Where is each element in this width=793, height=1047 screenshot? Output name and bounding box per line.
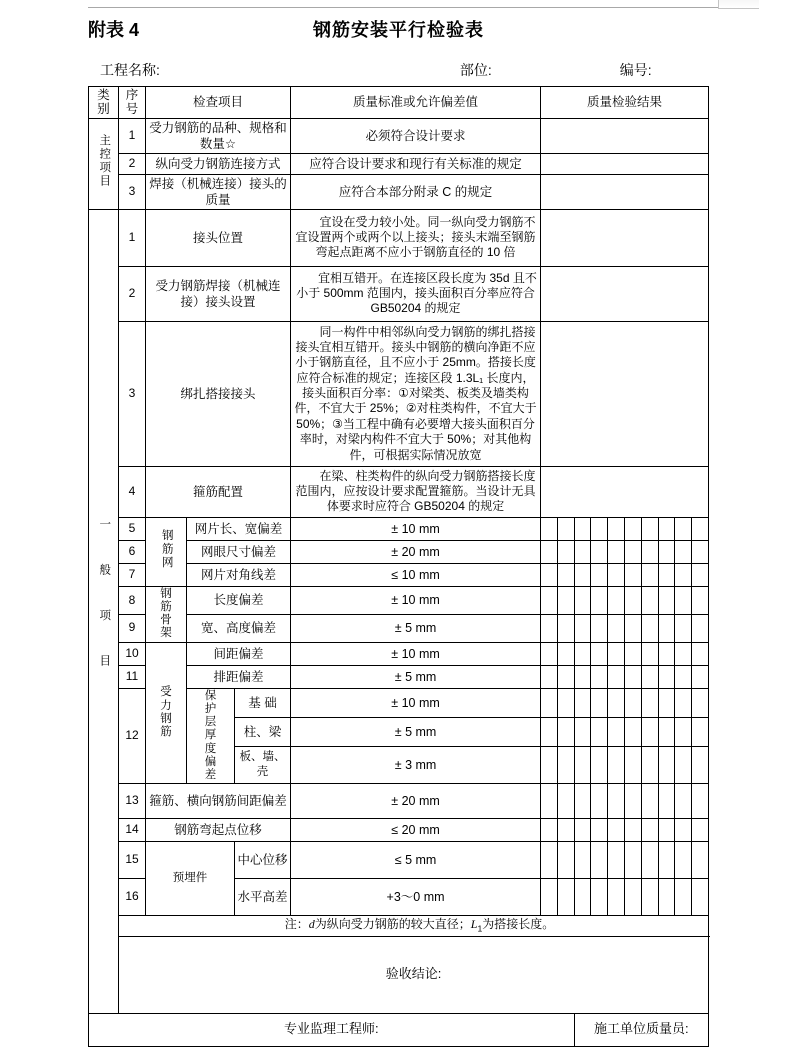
result-cell[interactable] bbox=[541, 842, 558, 879]
row-seq: 5 bbox=[119, 517, 146, 540]
result-cell[interactable] bbox=[541, 517, 558, 540]
result-cell[interactable] bbox=[591, 517, 608, 540]
note-var-l: L bbox=[470, 917, 478, 932]
result-cell[interactable] bbox=[692, 717, 709, 746]
row-spec: ≤ 20 mm bbox=[291, 819, 541, 842]
row-item: 纵向受力钢筋连接方式 bbox=[146, 153, 291, 174]
result-cell[interactable] bbox=[557, 665, 574, 688]
result-cell[interactable] bbox=[675, 540, 692, 563]
part-label: 部位: bbox=[459, 62, 492, 78]
result-field[interactable] bbox=[541, 118, 709, 153]
result-cell[interactable] bbox=[557, 842, 574, 879]
result-cell[interactable] bbox=[608, 819, 625, 842]
table-row bbox=[89, 784, 709, 819]
result-cell[interactable] bbox=[658, 665, 675, 688]
row-spec: 同一构件中相邻纵向受力钢筋的绑扎搭接接头宜相互错开。接头中钢筋的横向净距不应小于钢筋直径，且不应小于 25mm。搭接长度应符合标准的规定；连接区段 1.3L₁ 长度内，接头面积百分率：①对梁类、板类及墙类构件，不宜大于 25%；②对柱类构件，不宜大于 50%；③当工程中确有必要增大接头面积百分率时，对梁内构件不宜大于 50%；对其他构件，可根据实际情况放宽 bbox=[291, 321, 541, 466]
result-cell[interactable] bbox=[541, 819, 558, 842]
result-cell[interactable] bbox=[541, 540, 558, 563]
result-cell[interactable] bbox=[692, 784, 709, 819]
row-item: 钢筋弯起点位移 bbox=[146, 819, 291, 842]
page-corner-marker bbox=[718, 0, 759, 9]
table-note bbox=[119, 916, 709, 936]
row-item: 绑扎搭接接头 bbox=[146, 321, 291, 466]
table-row bbox=[89, 819, 709, 842]
result-cell[interactable] bbox=[692, 879, 709, 916]
result-cell[interactable] bbox=[692, 688, 709, 717]
column-header-result: 质量检验结果 bbox=[541, 87, 709, 119]
row-seq: 11 bbox=[119, 665, 146, 688]
result-cell[interactable] bbox=[541, 784, 558, 819]
result-cell[interactable] bbox=[625, 717, 642, 746]
row-seq: 7 bbox=[119, 563, 146, 586]
row-item: 排距偏差 bbox=[187, 665, 291, 688]
project-name-label: 工程名称: bbox=[100, 62, 160, 78]
result-cell[interactable] bbox=[641, 665, 658, 688]
result-cell[interactable] bbox=[625, 540, 642, 563]
result-cell[interactable] bbox=[574, 665, 591, 688]
result-cell[interactable] bbox=[591, 819, 608, 842]
table-row bbox=[89, 209, 709, 266]
title-row bbox=[88, 16, 718, 46]
result-cell[interactable] bbox=[641, 819, 658, 842]
result-cell[interactable] bbox=[608, 717, 625, 746]
result-field[interactable] bbox=[541, 153, 709, 174]
result-cell[interactable] bbox=[625, 614, 642, 642]
row-item: 焊接（机械连接）接头的质量 bbox=[146, 174, 291, 209]
result-cell[interactable] bbox=[692, 614, 709, 642]
note-text-b: 为搭接长度。 bbox=[482, 917, 555, 932]
quality-officer-label: 施工单位质量员: bbox=[594, 1021, 689, 1037]
row-seq: 15 bbox=[119, 842, 146, 879]
result-cell[interactable] bbox=[574, 642, 591, 665]
column-header-spec: 质量标准或允许偏差值 bbox=[291, 87, 541, 119]
result-cell[interactable] bbox=[541, 665, 558, 688]
document-header bbox=[88, 16, 718, 80]
row-seq: 2 bbox=[119, 153, 146, 174]
row-spec: ± 3 mm bbox=[291, 746, 541, 784]
result-cell[interactable] bbox=[675, 819, 692, 842]
row-spec: ± 5 mm bbox=[291, 614, 541, 642]
result-cell[interactable] bbox=[541, 688, 558, 717]
result-cell[interactable] bbox=[608, 614, 625, 642]
note-row bbox=[89, 916, 709, 936]
result-cell[interactable] bbox=[557, 879, 574, 916]
row-seq: 3 bbox=[119, 321, 146, 466]
result-cell[interactable] bbox=[625, 819, 642, 842]
result-cell[interactable] bbox=[625, 642, 642, 665]
row-item: 长度偏差 bbox=[187, 586, 291, 614]
table-row bbox=[89, 266, 709, 321]
result-cell[interactable] bbox=[557, 784, 574, 819]
group-mesh: 钢筋网 bbox=[146, 517, 187, 586]
signature-row bbox=[89, 1013, 709, 1046]
result-cell[interactable] bbox=[658, 586, 675, 614]
result-cell[interactable] bbox=[574, 879, 591, 916]
row-spec: +3～0 mm bbox=[291, 879, 541, 916]
row-spec: ± 10 mm bbox=[291, 688, 541, 717]
result-cell[interactable] bbox=[574, 614, 591, 642]
note-var-l-sub: 1 bbox=[477, 923, 483, 934]
row-spec: ± 5 mm bbox=[291, 665, 541, 688]
group-cover: 保护层厚度偏差 bbox=[187, 688, 235, 784]
result-cell[interactable] bbox=[658, 563, 675, 586]
result-cell[interactable] bbox=[658, 784, 675, 819]
result-cell[interactable] bbox=[541, 586, 558, 614]
result-cell[interactable] bbox=[574, 586, 591, 614]
column-header-category: 类别 bbox=[89, 87, 119, 119]
result-cell[interactable] bbox=[625, 879, 642, 916]
row-spec: ± 20 mm bbox=[291, 784, 541, 819]
note-var-d: d bbox=[308, 917, 315, 932]
result-cell[interactable] bbox=[541, 642, 558, 665]
column-header-seq: 序号 bbox=[119, 87, 146, 119]
table-row bbox=[89, 466, 709, 517]
row-seq: 10 bbox=[119, 642, 146, 665]
result-cell[interactable] bbox=[557, 819, 574, 842]
row-spec: ± 5 mm bbox=[291, 717, 541, 746]
result-cell[interactable] bbox=[692, 586, 709, 614]
result-cell[interactable] bbox=[541, 746, 558, 784]
result-field[interactable] bbox=[541, 209, 709, 266]
row-item: 箍筋、横向钢筋间距偏差 bbox=[146, 784, 291, 819]
row-seq: 16 bbox=[119, 879, 146, 916]
row-seq: 6 bbox=[119, 540, 146, 563]
result-cell[interactable] bbox=[608, 842, 625, 879]
result-cell[interactable] bbox=[675, 717, 692, 746]
result-cell[interactable] bbox=[692, 842, 709, 879]
result-cell[interactable] bbox=[557, 642, 574, 665]
supervisor-label: 专业监理工程师: bbox=[284, 1021, 379, 1037]
header-fields bbox=[88, 60, 718, 80]
result-cell[interactable] bbox=[692, 642, 709, 665]
result-cell[interactable] bbox=[675, 614, 692, 642]
result-cell[interactable] bbox=[641, 746, 658, 784]
result-cell[interactable] bbox=[557, 586, 574, 614]
result-cell[interactable] bbox=[641, 688, 658, 717]
row-item: 板、墙、壳 bbox=[235, 746, 291, 784]
row-seq: 14 bbox=[119, 819, 146, 842]
result-field[interactable] bbox=[541, 266, 709, 321]
row-spec: 宜设在受力较小处。同一纵向受力钢筋不宜设置两个或两个以上接头；接头末端至钢筋弯起点距离不应小于钢筋直径的 10 倍 bbox=[291, 209, 541, 266]
result-cell[interactable] bbox=[641, 540, 658, 563]
result-cell[interactable] bbox=[675, 842, 692, 879]
result-cell[interactable] bbox=[608, 665, 625, 688]
row-item: 中心位移 bbox=[235, 842, 291, 879]
result-cell[interactable] bbox=[658, 517, 675, 540]
note-text-a: 为纵向受力钢筋的较大直径； bbox=[314, 917, 471, 932]
result-cell[interactable] bbox=[675, 642, 692, 665]
result-field[interactable] bbox=[541, 174, 709, 209]
result-cell[interactable] bbox=[557, 563, 574, 586]
table-row bbox=[89, 321, 709, 466]
result-field[interactable] bbox=[541, 321, 709, 466]
result-cell[interactable] bbox=[641, 517, 658, 540]
result-cell[interactable] bbox=[574, 819, 591, 842]
result-cell[interactable] bbox=[625, 586, 642, 614]
result-cell[interactable] bbox=[658, 614, 675, 642]
group-frame: 钢筋骨架 bbox=[146, 586, 187, 642]
row-spec: 宜相互错开。在连接区段长度为 35d 且不小于 500mm 范围内，接头面积百分率应符合 GB50204 的规定 bbox=[291, 266, 541, 321]
table-header-row bbox=[89, 87, 709, 119]
result-cell[interactable] bbox=[557, 614, 574, 642]
table-row bbox=[89, 517, 709, 540]
result-cell[interactable] bbox=[675, 746, 692, 784]
row-seq: 2 bbox=[119, 266, 146, 321]
row-seq: 1 bbox=[119, 209, 146, 266]
row-item: 基 础 bbox=[235, 688, 291, 717]
row-item: 箍筋配置 bbox=[146, 466, 291, 517]
result-cell[interactable] bbox=[574, 717, 591, 746]
row-item: 网片长、宽偏差 bbox=[187, 517, 291, 540]
row-spec: ± 10 mm bbox=[291, 517, 541, 540]
result-cell[interactable] bbox=[591, 879, 608, 916]
code-label: 编号: bbox=[619, 62, 652, 78]
result-cell[interactable] bbox=[591, 688, 608, 717]
result-cell[interactable] bbox=[641, 842, 658, 879]
result-cell[interactable] bbox=[658, 819, 675, 842]
row-spec: 在梁、柱类构件的纵向受力钢筋搭接长度范围内，应按设计要求配置箍筋。当设计无具体要求时应符合 GB50204 的规定 bbox=[291, 466, 541, 517]
result-cell[interactable] bbox=[608, 517, 625, 540]
result-cell[interactable] bbox=[608, 879, 625, 916]
row-spec: ± 10 mm bbox=[291, 642, 541, 665]
result-cell[interactable] bbox=[557, 717, 574, 746]
result-cell[interactable] bbox=[675, 688, 692, 717]
result-cell[interactable] bbox=[641, 784, 658, 819]
result-cell[interactable] bbox=[658, 842, 675, 879]
page-top-rule bbox=[88, 7, 718, 8]
result-cell[interactable] bbox=[591, 614, 608, 642]
result-cell[interactable] bbox=[557, 540, 574, 563]
result-cell[interactable] bbox=[658, 879, 675, 916]
conclusion-row bbox=[89, 936, 709, 1013]
row-spec: ≤ 5 mm bbox=[291, 842, 541, 879]
result-cell[interactable] bbox=[541, 879, 558, 916]
result-cell[interactable] bbox=[675, 879, 692, 916]
result-cell[interactable] bbox=[625, 842, 642, 879]
result-cell[interactable] bbox=[641, 614, 658, 642]
table-row bbox=[89, 842, 709, 879]
result-cell[interactable] bbox=[541, 614, 558, 642]
row-item: 宽、高度偏差 bbox=[187, 614, 291, 642]
result-cell[interactable] bbox=[541, 563, 558, 586]
result-cell[interactable] bbox=[591, 842, 608, 879]
conclusion-label: 验收结论: bbox=[385, 966, 442, 982]
row-seq: 9 bbox=[119, 614, 146, 642]
result-cell[interactable] bbox=[591, 784, 608, 819]
result-cell[interactable] bbox=[541, 717, 558, 746]
result-cell[interactable] bbox=[591, 717, 608, 746]
column-header-item: 检查项目 bbox=[146, 87, 291, 119]
table-row bbox=[89, 642, 709, 665]
table-row bbox=[89, 118, 709, 153]
result-cell[interactable] bbox=[608, 540, 625, 563]
result-cell[interactable] bbox=[625, 784, 642, 819]
row-seq: 3 bbox=[119, 174, 146, 209]
result-cell[interactable] bbox=[692, 563, 709, 586]
result-cell[interactable] bbox=[641, 717, 658, 746]
result-cell[interactable] bbox=[658, 717, 675, 746]
result-cell[interactable] bbox=[591, 540, 608, 563]
result-cell[interactable] bbox=[608, 586, 625, 614]
table-row bbox=[89, 153, 709, 174]
row-item: 柱、梁 bbox=[235, 717, 291, 746]
result-cell[interactable] bbox=[574, 842, 591, 879]
inspection-table-wrapper bbox=[88, 86, 708, 1047]
result-cell[interactable] bbox=[608, 746, 625, 784]
result-cell[interactable] bbox=[675, 563, 692, 586]
result-cell[interactable] bbox=[675, 517, 692, 540]
result-cell[interactable] bbox=[692, 540, 709, 563]
result-cell[interactable] bbox=[675, 665, 692, 688]
result-cell[interactable] bbox=[591, 746, 608, 784]
row-spec: ≤ 10 mm bbox=[291, 563, 541, 586]
result-cell[interactable] bbox=[675, 784, 692, 819]
result-cell[interactable] bbox=[557, 688, 574, 717]
row-spec: 必须符合设计要求 bbox=[291, 118, 541, 153]
appendix-number: 附表 4 bbox=[88, 20, 140, 40]
table-row bbox=[89, 174, 709, 209]
result-cell[interactable] bbox=[608, 784, 625, 819]
result-cell[interactable] bbox=[641, 586, 658, 614]
result-cell[interactable] bbox=[574, 688, 591, 717]
result-cell[interactable] bbox=[608, 688, 625, 717]
row-item: 间距偏差 bbox=[187, 642, 291, 665]
result-cell[interactable] bbox=[692, 665, 709, 688]
row-item: 受力钢筋的品种、规格和数量☆ bbox=[146, 118, 291, 153]
row-spec: 应符合本部分附录 C 的规定 bbox=[291, 174, 541, 209]
result-cell[interactable] bbox=[591, 563, 608, 586]
result-cell[interactable] bbox=[557, 746, 574, 784]
result-cell[interactable] bbox=[591, 665, 608, 688]
row-item: 水平高差 bbox=[235, 879, 291, 916]
page-title: 钢筋安装平行检验表 bbox=[313, 20, 484, 40]
supervisor-signature-field[interactable] bbox=[89, 1013, 575, 1046]
result-cell[interactable] bbox=[574, 563, 591, 586]
result-field[interactable] bbox=[541, 466, 709, 517]
result-cell[interactable] bbox=[692, 746, 709, 784]
result-cell[interactable] bbox=[591, 642, 608, 665]
note-prefix: 注： bbox=[284, 917, 309, 932]
quality-officer-signature-field[interactable] bbox=[574, 1013, 708, 1046]
row-spec: ± 10 mm bbox=[291, 586, 541, 614]
result-cell[interactable] bbox=[608, 642, 625, 665]
result-cell[interactable] bbox=[625, 665, 642, 688]
group-rebar: 受力钢筋 bbox=[146, 642, 187, 784]
result-cell[interactable] bbox=[641, 879, 658, 916]
row-item: 受力钢筋焊接（机械连接）接头设置 bbox=[146, 266, 291, 321]
row-item: 网眼尺寸偏差 bbox=[187, 540, 291, 563]
row-seq: 1 bbox=[119, 118, 146, 153]
result-cell[interactable] bbox=[574, 784, 591, 819]
result-cell[interactable] bbox=[692, 517, 709, 540]
result-cell[interactable] bbox=[574, 746, 591, 784]
row-spec: 应符合设计要求和现行有关标准的规定 bbox=[291, 153, 541, 174]
row-spec: ± 20 mm bbox=[291, 540, 541, 563]
conclusion-field[interactable] bbox=[119, 936, 709, 1013]
row-seq: 13 bbox=[119, 784, 146, 819]
result-cell[interactable] bbox=[641, 642, 658, 665]
result-cell[interactable] bbox=[692, 819, 709, 842]
table-row bbox=[89, 586, 709, 614]
result-cell[interactable] bbox=[591, 586, 608, 614]
category-main: 主控项目 bbox=[89, 118, 119, 209]
row-seq: 4 bbox=[119, 466, 146, 517]
category-general: 一般项目 bbox=[89, 209, 119, 1013]
result-cell[interactable] bbox=[658, 746, 675, 784]
result-cell[interactable] bbox=[608, 563, 625, 586]
row-item: 接头位置 bbox=[146, 209, 291, 266]
result-cell[interactable] bbox=[658, 642, 675, 665]
result-cell[interactable] bbox=[625, 517, 642, 540]
result-cell[interactable] bbox=[658, 688, 675, 717]
result-cell[interactable] bbox=[625, 746, 642, 784]
group-embed: 预埋件 bbox=[146, 842, 235, 916]
row-seq: 12 bbox=[119, 688, 146, 784]
inspection-table bbox=[88, 86, 709, 1047]
row-item: 网片对角线差 bbox=[187, 563, 291, 586]
result-cell[interactable] bbox=[625, 688, 642, 717]
result-cell[interactable] bbox=[675, 586, 692, 614]
result-cell[interactable] bbox=[625, 563, 642, 586]
result-cell[interactable] bbox=[574, 540, 591, 563]
result-cell[interactable] bbox=[641, 563, 658, 586]
result-cell[interactable] bbox=[658, 540, 675, 563]
row-seq: 8 bbox=[119, 586, 146, 614]
result-cell[interactable] bbox=[557, 517, 574, 540]
result-cell[interactable] bbox=[574, 517, 591, 540]
